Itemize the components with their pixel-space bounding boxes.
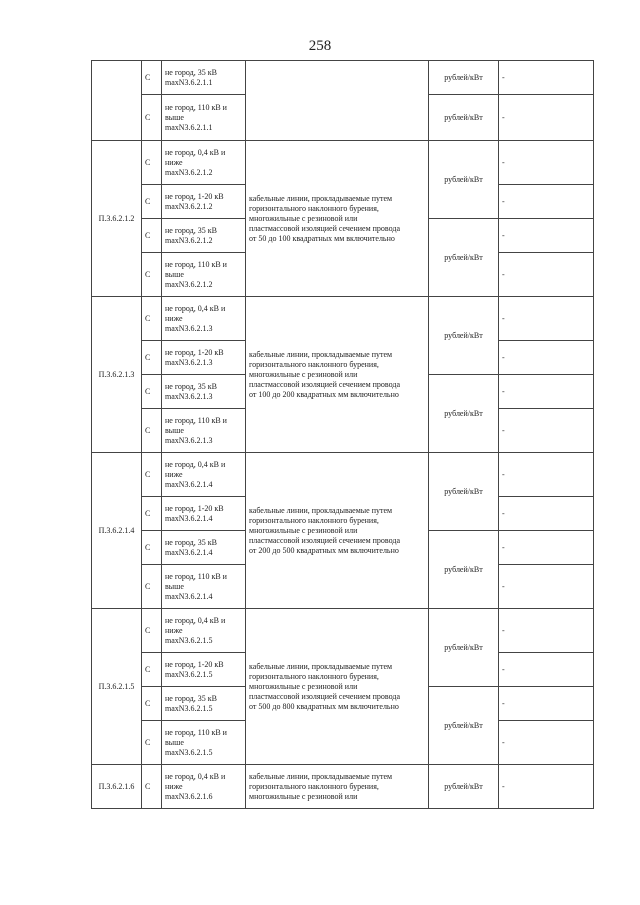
tariff-table	[91, 60, 594, 809]
c-symbol-cell: C	[142, 141, 162, 185]
description-cell	[246, 609, 429, 765]
value-cell: -	[499, 497, 594, 531]
c-symbol-cell: C	[142, 721, 162, 765]
voltage-line: maxN3.6.2.1.4	[165, 547, 213, 557]
c-symbol-cell: C	[142, 497, 162, 531]
voltage-line: maxN3.6.2.1.3	[165, 357, 213, 367]
description-line: горизонтального наклонного бурения,	[249, 781, 379, 791]
voltage-cell	[162, 721, 246, 765]
table-row	[92, 453, 594, 497]
voltage-line: ниже	[165, 313, 183, 323]
unit-cell: рублей/кВт	[429, 219, 499, 297]
unit-cell: рублей/кВт	[429, 61, 499, 95]
voltage-cell	[162, 765, 246, 809]
voltage-line: не город, 110 кВ и	[165, 727, 227, 737]
voltage-line: не город, 35 кВ	[165, 381, 217, 391]
value-cell: -	[499, 409, 594, 453]
voltage-line: не город, 110 кВ и	[165, 415, 227, 425]
voltage-line: выше	[165, 737, 184, 747]
c-symbol-cell: C	[142, 409, 162, 453]
voltage-line: не город, 1-20 кВ	[165, 503, 224, 513]
voltage-cell	[162, 253, 246, 297]
voltage-line: не город, 110 кВ и	[165, 571, 227, 581]
voltage-line: maxN3.6.2.1.1	[165, 122, 213, 132]
description-cell	[246, 765, 429, 809]
value-cell: -	[499, 341, 594, 375]
voltage-line: maxN3.6.2.1.5	[165, 747, 213, 757]
voltage-cell	[162, 609, 246, 653]
voltage-line: ниже	[165, 469, 183, 479]
c-symbol-cell: C	[142, 61, 162, 95]
unit-cell: рублей/кВт	[429, 141, 499, 219]
voltage-line: maxN3.6.2.1.3	[165, 323, 213, 333]
voltage-line: не город, 1-20 кВ	[165, 659, 224, 669]
c-symbol-cell: C	[142, 375, 162, 409]
voltage-cell	[162, 219, 246, 253]
c-symbol-cell: C	[142, 253, 162, 297]
description-line: кабельные линии, прокладываемые путем	[249, 771, 393, 781]
voltage-line: не город, 110 кВ и	[165, 102, 227, 112]
voltage-line: не город, 35 кВ	[165, 225, 217, 235]
voltage-cell	[162, 409, 246, 453]
item-code-cell	[92, 61, 142, 141]
voltage-line: maxN3.6.2.1.4	[165, 479, 213, 489]
item-code-cell: П.3.6.2.1.2	[92, 141, 142, 297]
voltage-cell	[162, 95, 246, 141]
voltage-cell	[162, 375, 246, 409]
table-row	[92, 765, 594, 809]
voltage-line: ниже	[165, 625, 183, 635]
voltage-line: не город, 110 кВ и	[165, 259, 227, 269]
description-line: пластмассовой изоляцией сечением провода	[249, 379, 401, 389]
description-line: пластмассовой изоляцией сечением провода	[249, 691, 401, 701]
description-line: многожильные с резиновой или	[249, 369, 358, 379]
value-cell: -	[499, 185, 594, 219]
c-symbol-cell: C	[142, 453, 162, 497]
item-code-cell: П.3.6.2.1.6	[92, 765, 142, 809]
item-code-cell: П.3.6.2.1.3	[92, 297, 142, 453]
voltage-line: maxN3.6.2.1.5	[165, 669, 213, 679]
table-row	[92, 297, 594, 341]
voltage-line: maxN3.6.2.1.5	[165, 703, 213, 713]
value-cell: -	[499, 565, 594, 609]
description-line: кабельные линии, прокладываемые путем	[249, 193, 393, 203]
unit-cell: рублей/кВт	[429, 297, 499, 375]
voltage-cell	[162, 453, 246, 497]
value-cell: -	[499, 253, 594, 297]
voltage-cell	[162, 341, 246, 375]
description-line: пластмассовой изоляцией сечением провода	[249, 535, 401, 545]
unit-cell: рублей/кВт	[429, 765, 499, 809]
voltage-line: не город, 0,4 кВ и	[165, 615, 226, 625]
voltage-line: не город, 0,4 кВ и	[165, 771, 226, 781]
voltage-cell	[162, 687, 246, 721]
c-symbol-cell: C	[142, 95, 162, 141]
description-line: кабельные линии, прокладываемые путем	[249, 349, 393, 359]
value-cell: -	[499, 609, 594, 653]
c-symbol-cell: C	[142, 341, 162, 375]
description-line: от 200 до 500 квадратных мм включительно	[249, 545, 399, 555]
voltage-line: maxN3.6.2.1.2	[165, 167, 213, 177]
value-cell: -	[499, 141, 594, 185]
table-row	[92, 61, 594, 95]
voltage-line: выше	[165, 581, 184, 591]
unit-cell: рублей/кВт	[429, 609, 499, 687]
voltage-line: не город, 1-20 кВ	[165, 191, 224, 201]
voltage-line: maxN3.6.2.1.2	[165, 235, 213, 245]
voltage-line: не город, 35 кВ	[165, 693, 217, 703]
value-cell: -	[499, 453, 594, 497]
voltage-line: maxN3.6.2.1.3	[165, 391, 213, 401]
value-cell: -	[499, 219, 594, 253]
page-number: 258	[308, 38, 332, 54]
voltage-line: выше	[165, 425, 184, 435]
c-symbol-cell: C	[142, 609, 162, 653]
description-cell	[246, 61, 429, 141]
c-symbol-cell: C	[142, 531, 162, 565]
voltage-cell	[162, 531, 246, 565]
c-symbol-cell: C	[142, 297, 162, 341]
description-cell	[246, 297, 429, 453]
value-cell: -	[499, 95, 594, 141]
voltage-cell	[162, 653, 246, 687]
description-line: многожильные с резиновой или	[249, 525, 358, 535]
description-line: горизонтального наклонного бурения,	[249, 359, 379, 369]
c-symbol-cell: C	[142, 653, 162, 687]
voltage-cell	[162, 565, 246, 609]
item-code-cell: П.3.6.2.1.4	[92, 453, 142, 609]
description-line: от 50 до 100 квадратных мм включительно	[249, 233, 395, 243]
value-cell: -	[499, 765, 594, 809]
description-line: горизонтального наклонного бурения,	[249, 203, 379, 213]
voltage-line: maxN3.6.2.1.4	[165, 513, 213, 523]
value-cell: -	[499, 375, 594, 409]
voltage-line: не город, 0,4 кВ и	[165, 147, 226, 157]
voltage-line: не город, 0,4 кВ и	[165, 459, 226, 469]
description-line: многожильные с резиновой или	[249, 681, 358, 691]
value-cell: -	[499, 653, 594, 687]
voltage-line: maxN3.6.2.1.5	[165, 635, 213, 645]
voltage-line: maxN3.6.2.1.2	[165, 279, 213, 289]
voltage-cell	[162, 297, 246, 341]
voltage-cell	[162, 497, 246, 531]
voltage-line: maxN3.6.2.1.3	[165, 435, 213, 445]
c-symbol-cell: C	[142, 185, 162, 219]
description-cell	[246, 141, 429, 297]
voltage-line: maxN3.6.2.1.4	[165, 591, 213, 601]
value-cell: -	[499, 721, 594, 765]
description-line: горизонтального наклонного бурения,	[249, 671, 379, 681]
table-row	[92, 609, 594, 653]
voltage-line: не город, 35 кВ	[165, 537, 217, 547]
description-line: кабельные линии, прокладываемые путем	[249, 505, 393, 515]
voltage-line: maxN3.6.2.1.1	[165, 77, 213, 87]
value-cell: -	[499, 61, 594, 95]
description-line: от 100 до 200 квадратных мм включительно	[249, 389, 399, 399]
value-cell: -	[499, 297, 594, 341]
c-symbol-cell: C	[142, 219, 162, 253]
c-symbol-cell: C	[142, 765, 162, 809]
item-code-cell: П.3.6.2.1.5	[92, 609, 142, 765]
voltage-line: maxN3.6.2.1.6	[165, 791, 213, 801]
voltage-line: не город, 35 кВ	[165, 67, 217, 77]
description-line: кабельные линии, прокладываемые путем	[249, 661, 393, 671]
description-line: многожильные с резиновой или	[249, 213, 358, 223]
voltage-line: ниже	[165, 157, 183, 167]
voltage-line: выше	[165, 269, 184, 279]
unit-cell: рублей/кВт	[429, 95, 499, 141]
unit-cell: рублей/кВт	[429, 453, 499, 531]
unit-cell: рублей/кВт	[429, 375, 499, 453]
voltage-cell	[162, 61, 246, 95]
description-line: пластмассовой изоляцией сечением провода	[249, 223, 401, 233]
voltage-line: maxN3.6.2.1.2	[165, 201, 213, 211]
description-cell	[246, 453, 429, 609]
c-symbol-cell: C	[142, 565, 162, 609]
description-line: многожильные с резиновой или	[249, 791, 358, 801]
unit-cell: рублей/кВт	[429, 531, 499, 609]
voltage-cell	[162, 141, 246, 185]
voltage-line: не город, 0,4 кВ и	[165, 303, 226, 313]
voltage-cell	[162, 185, 246, 219]
c-symbol-cell: C	[142, 687, 162, 721]
unit-cell: рублей/кВт	[429, 687, 499, 765]
value-cell: -	[499, 687, 594, 721]
voltage-line: выше	[165, 112, 184, 122]
description-line: от 500 до 800 квадратных мм включительно	[249, 701, 399, 711]
description-line: горизонтального наклонного бурения,	[249, 515, 379, 525]
table-row	[92, 141, 594, 185]
value-cell: -	[499, 531, 594, 565]
voltage-line: ниже	[165, 781, 183, 791]
voltage-line: не город, 1-20 кВ	[165, 347, 224, 357]
